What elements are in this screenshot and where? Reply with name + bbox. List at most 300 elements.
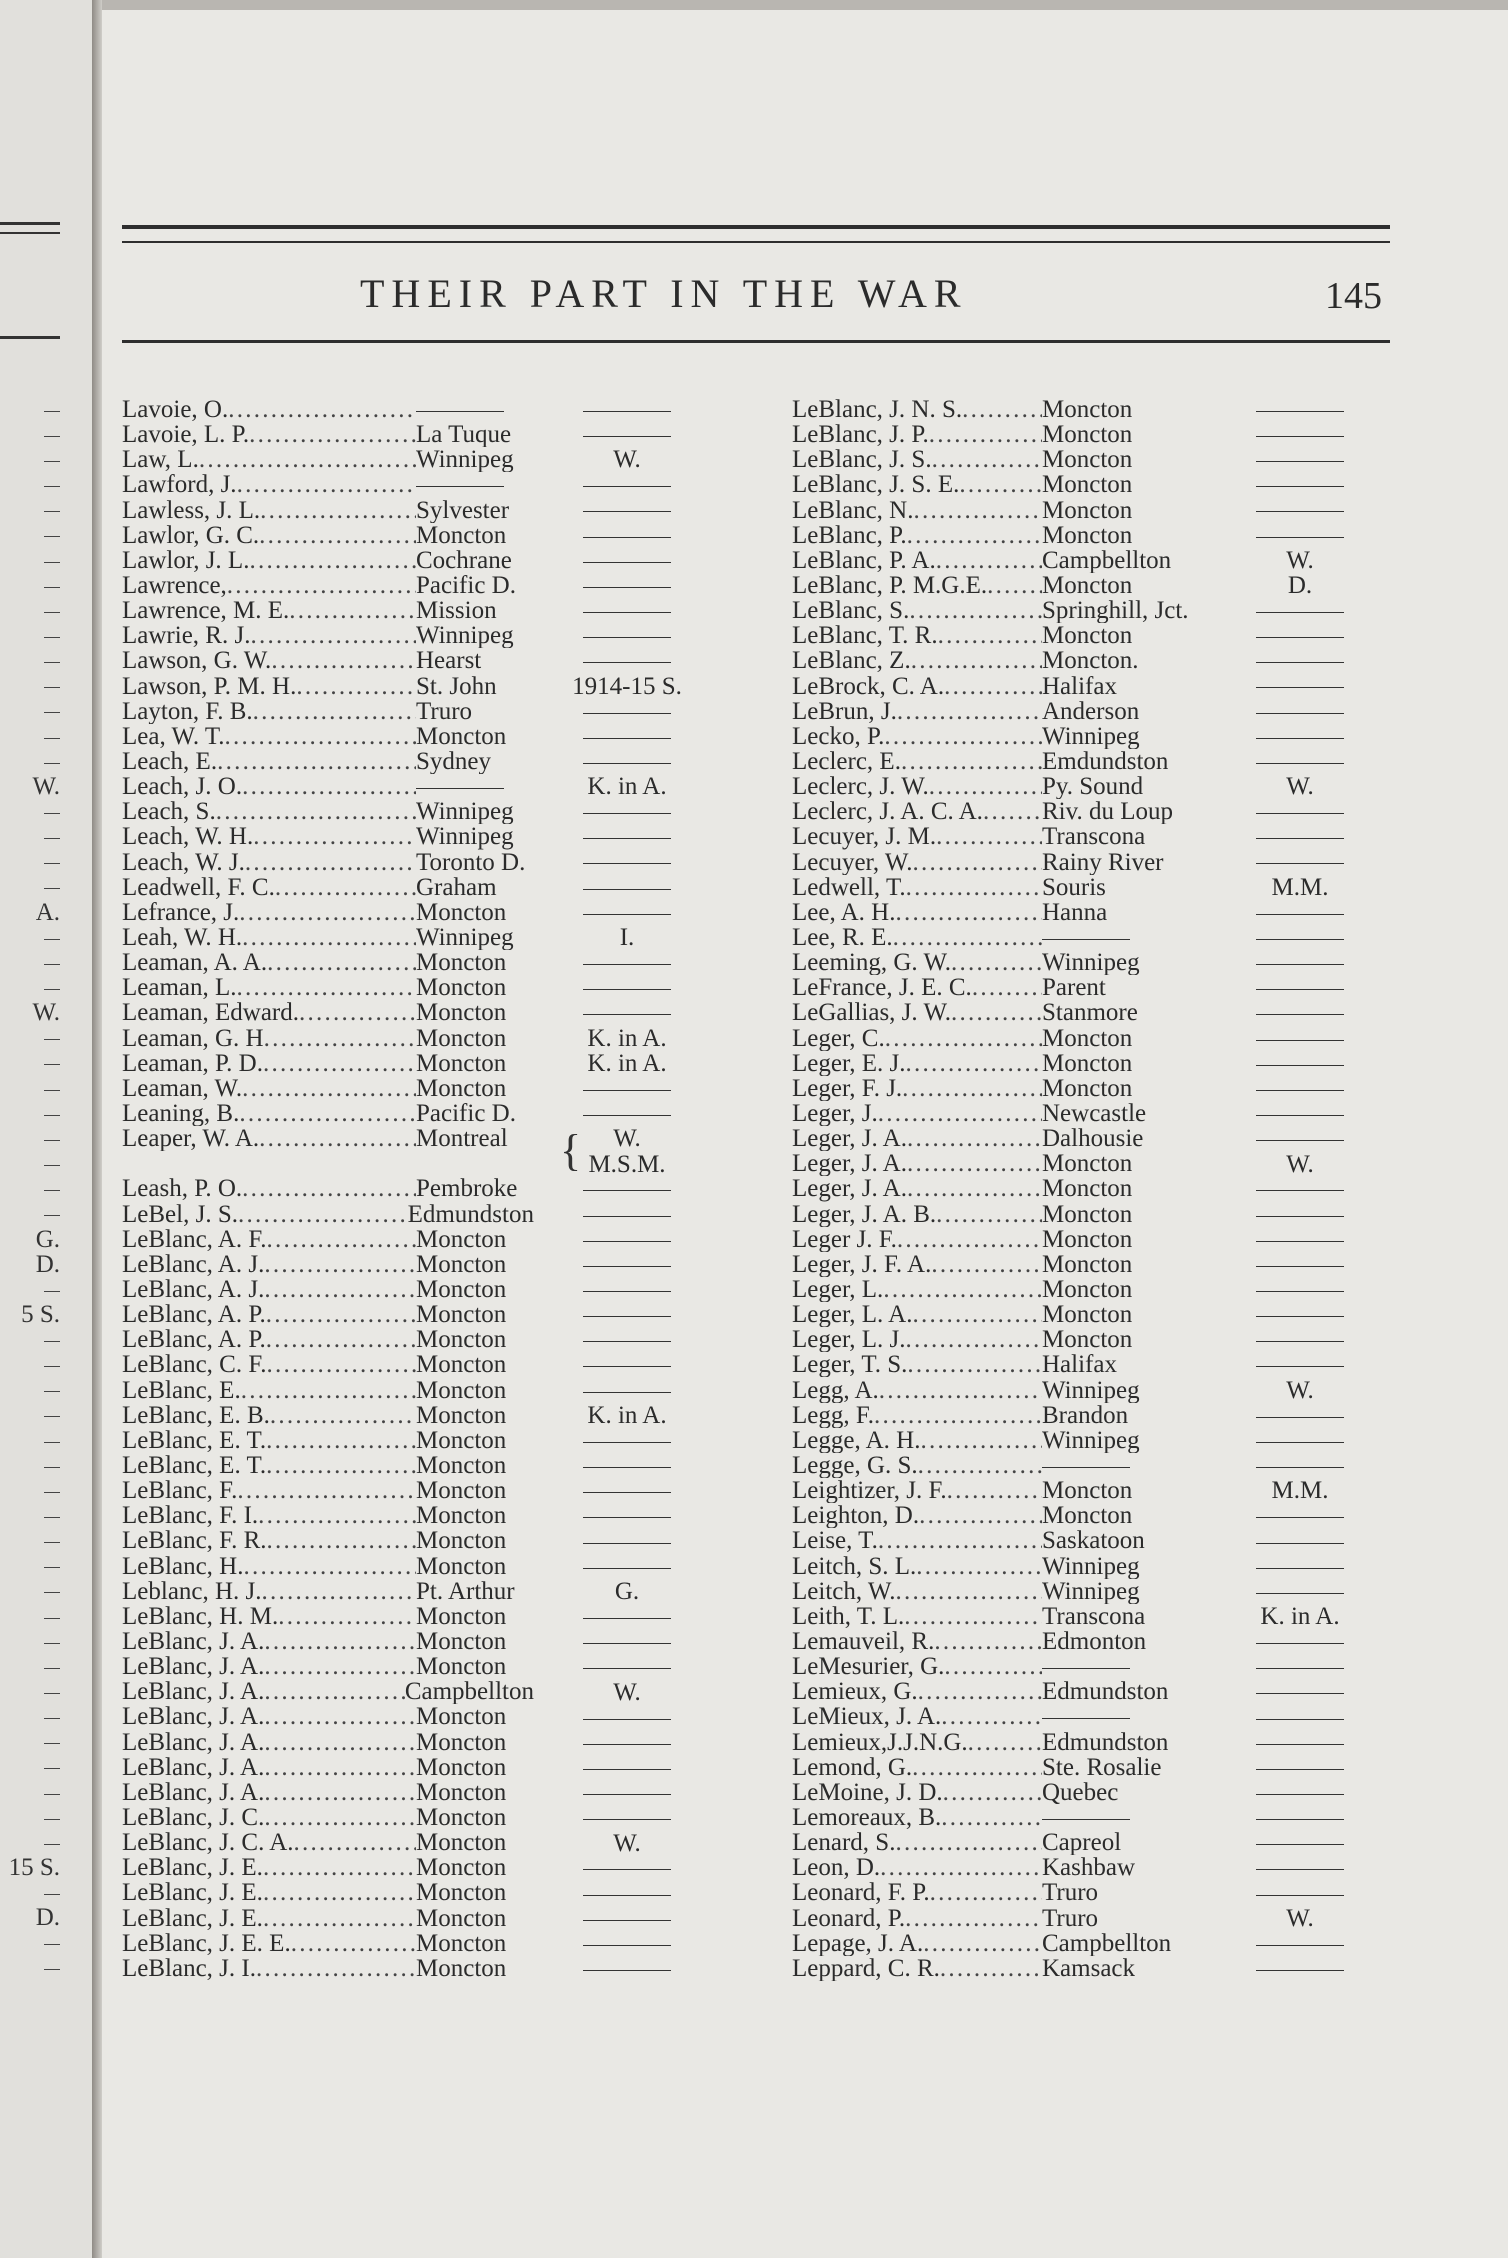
- entry-distinction: [1230, 522, 1370, 550]
- leader-dots: [296, 674, 416, 699]
- left-page-dash: [44, 863, 60, 864]
- entry-name: LeBlanc, F.: [122, 1478, 238, 1504]
- entry-distinction: [1230, 1176, 1370, 1204]
- distinction-blank-rule: [1256, 1040, 1344, 1041]
- roll-entry: [792, 950, 1212, 975]
- entry-name: Leach, S.: [122, 799, 216, 825]
- leader-dots: [267, 950, 416, 975]
- entry-name: LeBlanc, H. M.: [122, 1603, 279, 1629]
- distinction-blank-rule: [583, 1266, 671, 1267]
- entry-place: Campbellton: [1042, 547, 1172, 573]
- distinction-blank-rule: [1256, 537, 1344, 538]
- entry-name: Lee, A. H.: [792, 899, 896, 925]
- roll-entry: [122, 623, 534, 648]
- leader-dots: [936, 1202, 1042, 1227]
- roll-entry: [122, 422, 534, 447]
- roll-entry: [122, 1704, 534, 1729]
- leader-dots: [241, 1378, 416, 1403]
- entry-name: LeBlanc, J. A.: [122, 1729, 265, 1755]
- left-page-dash: [44, 1643, 60, 1644]
- distinction-blank-rule: [583, 1744, 671, 1745]
- entry-distinction: K. in A.: [587, 1049, 667, 1077]
- left-page-rule: [0, 336, 60, 339]
- roll-entry: [792, 799, 1212, 824]
- entry-name: Leah, W. H.: [122, 924, 243, 951]
- entry-place: Moncton: [1042, 1251, 1133, 1277]
- distinction-blank-rule: [583, 838, 671, 839]
- entry-name: LeBlanc, N.: [792, 497, 914, 523]
- leader-dots: [264, 1629, 416, 1654]
- left-page-fragment: [0, 498, 60, 523]
- entry-place: Sylvester: [416, 497, 510, 523]
- leader-dots: [225, 724, 416, 749]
- entry-place: Moncton: [416, 1704, 507, 1730]
- leader-dots: [897, 1227, 1042, 1252]
- entry-distinction: W.: [1286, 1905, 1314, 1932]
- left-page-fragment: [0, 925, 60, 950]
- entry-place: Moncton: [416, 1528, 507, 1554]
- entry-name: Leitch, S. L.: [792, 1553, 917, 1579]
- leader-dots: [884, 724, 1042, 749]
- entry-place: Moncton: [416, 1830, 507, 1856]
- entry-distinction: [1230, 949, 1370, 977]
- roll-entry: [792, 548, 1212, 573]
- entry-name: Lenard, S.: [792, 1830, 896, 1856]
- entry-distinction: K. in A.: [587, 773, 667, 801]
- roll-entry: [792, 824, 1212, 849]
- roll-entry: [122, 1051, 534, 1076]
- leader-dots: [931, 1252, 1042, 1277]
- left-page-fragment: [0, 1151, 60, 1176]
- entry-place: Truro: [1042, 1905, 1099, 1931]
- entry-name: LeBlanc, E. T.: [122, 1452, 267, 1479]
- entry-distinction: [1230, 648, 1370, 676]
- entry-name: Lefrance, J.: [122, 899, 240, 925]
- entry-place: Winnipeg: [416, 799, 514, 825]
- distinction-blank-rule: [583, 1467, 671, 1468]
- left-page-fragment: [0, 1654, 60, 1679]
- left-page-dash: [44, 587, 60, 588]
- roll-entry: [792, 1729, 1212, 1754]
- roll-entry: [122, 1755, 534, 1780]
- place-blank-rule: [416, 411, 504, 412]
- roll-entry: [792, 1277, 1212, 1302]
- entry-distinction: [557, 1427, 697, 1455]
- entry-name: LeBlanc, A. J.: [122, 1276, 265, 1303]
- leader-dots: [880, 1855, 1042, 1880]
- distinction-blank-rule: [1256, 461, 1344, 462]
- entry-name: LeBlanc, A. P.: [122, 1327, 266, 1353]
- distinction-blank-rule: [583, 637, 671, 638]
- distinction-blank-rule: [1256, 1115, 1344, 1116]
- left-page-fragment: [0, 1176, 60, 1201]
- entry-place: Moncton: [416, 899, 507, 925]
- leader-dots: [238, 1202, 408, 1227]
- entry-name: LeBlanc, J. A.: [122, 1779, 265, 1805]
- leader-dots: [264, 1730, 416, 1755]
- left-page-fragment: [0, 1880, 60, 1905]
- left-page-fragment: [0, 1629, 60, 1654]
- entry-place: Winnipeg: [1042, 1578, 1140, 1604]
- roll-entry: [792, 699, 1212, 724]
- entry-place: Moncton: [416, 1804, 507, 1831]
- entry-name: Layton, F. B.: [122, 698, 253, 724]
- entry-name: Lecko, P.: [792, 723, 885, 749]
- entry-distinction: [1230, 1075, 1370, 1103]
- left-page-fragment: [0, 1755, 60, 1780]
- distinction-blank-rule: [583, 989, 671, 990]
- leader-dots: [972, 975, 1042, 1000]
- left-page-dash: [44, 1592, 60, 1593]
- leader-dots: [245, 850, 416, 875]
- entry-distinction: [557, 1955, 697, 1983]
- leader-dots: [885, 1026, 1042, 1051]
- place-blank-rule: [1042, 1467, 1130, 1468]
- distinction-blank-rule: [583, 1970, 671, 1971]
- roll-entry: [122, 1428, 534, 1453]
- left-page-dash: [44, 511, 60, 512]
- entry-distinction: [1230, 1704, 1370, 1732]
- entry-name: LeBlanc, A. F.: [122, 1226, 267, 1252]
- entry-name: Leadwell, F. C.: [122, 874, 275, 900]
- leader-dots: [266, 1327, 416, 1352]
- entry-place: Hearst: [416, 648, 482, 674]
- entry-distinction: [557, 748, 697, 776]
- left-page-fragment: [0, 598, 60, 623]
- distinction-blank-rule: [583, 1719, 671, 1720]
- entry-distinction: [557, 471, 697, 499]
- leader-dots: [289, 598, 416, 623]
- roll-entry: [122, 1830, 534, 1855]
- roll-entry: [792, 1478, 1212, 1503]
- left-page-fragment: [0, 1553, 60, 1578]
- leader-dots: [264, 1755, 416, 1780]
- left-page-fragment: [0, 623, 60, 648]
- left-page-dash: [44, 1140, 60, 1141]
- entry-distinction: [557, 1301, 697, 1329]
- leader-dots: [938, 623, 1042, 648]
- entry-name: Lemieux,J.J.N.G.: [792, 1729, 968, 1755]
- leader-dots: [940, 1956, 1042, 1981]
- leader-dots: [271, 648, 416, 673]
- entry-distinction: [557, 723, 697, 751]
- left-page-fragment: [0, 699, 60, 724]
- entry-place: Moncton: [416, 1352, 507, 1378]
- left-page-dash: [44, 1618, 60, 1619]
- entry-distinction: [557, 1000, 697, 1028]
- entry-name: LeBlanc, J. P.: [792, 422, 929, 448]
- entry-distinction: [557, 949, 697, 977]
- entry-name: LeBlanc, F. I.: [122, 1503, 259, 1529]
- roll-entry: [792, 1428, 1212, 1453]
- entry-place: Edmonton: [1042, 1628, 1147, 1655]
- entry-place: Anderson: [1042, 698, 1140, 724]
- left-page-dash: [44, 1215, 60, 1216]
- roll-entry: [122, 1076, 534, 1101]
- distinction-blank-rule: [583, 537, 671, 538]
- leader-dots: [259, 523, 416, 548]
- entry-place: Moncton: [416, 1075, 507, 1101]
- page-title: THEIR PART IN THE WAR: [360, 271, 968, 316]
- left-page-dash: [44, 1492, 60, 1493]
- entry-distinction: [557, 974, 697, 1002]
- entry-name: LeBrun, J.: [792, 698, 897, 724]
- roll-entry: [792, 1931, 1212, 1956]
- entry-place: Moncton: [1042, 1276, 1133, 1303]
- roll-entry: [792, 573, 1212, 598]
- entry-distinction: [1230, 1327, 1370, 1355]
- distinction-blank-rule: [1256, 1316, 1344, 1317]
- leader-dots: [895, 900, 1042, 925]
- entry-name: LeBlanc, F. R.: [122, 1528, 267, 1554]
- leader-dots: [883, 1277, 1042, 1302]
- roll-entry: [792, 875, 1212, 900]
- entry-distinction: [1230, 698, 1370, 726]
- leader-dots: [263, 1855, 416, 1880]
- distinction-blank-rule: [1256, 486, 1344, 487]
- leader-dots: [944, 1654, 1042, 1679]
- entry-name: LeBlanc, P.: [792, 522, 907, 548]
- distinction-blank-rule: [583, 813, 671, 814]
- left-page-dash: [44, 1768, 60, 1769]
- roll-entry: [792, 1956, 1212, 1981]
- roll-entry: [792, 1604, 1212, 1629]
- leader-dots: [911, 648, 1042, 673]
- distinction-blank-rule: [583, 1517, 671, 1518]
- distinction-blank-rule: [583, 1568, 671, 1569]
- left-page-dash: [44, 838, 60, 839]
- entry-place: Moncton: [1042, 522, 1133, 548]
- roll-entry: [792, 1126, 1212, 1151]
- roll-entry: [122, 1453, 534, 1478]
- left-page-dash: [44, 1567, 60, 1568]
- distinction-blank-rule: [583, 1543, 671, 1544]
- left-page-dash: [44, 1668, 60, 1669]
- leader-dots: [907, 1151, 1042, 1176]
- entry-distinction: [557, 899, 697, 927]
- entry-name: Leblanc, H. J.: [122, 1578, 262, 1604]
- entry-name: Lawlor, J. L.: [122, 547, 250, 573]
- distinction-blank-rule: [583, 889, 671, 890]
- distinction-blank-rule: [583, 486, 671, 487]
- entry-name: LeBlanc, J. E.: [122, 1880, 263, 1906]
- left-page-dash: [44, 1844, 60, 1845]
- entry-name: LeBlanc, J. A.: [122, 1679, 265, 1705]
- roll-entry: [122, 1905, 534, 1930]
- distinction-blank-rule: [1256, 1819, 1344, 1820]
- entry-distinction: K. in A.: [587, 1402, 667, 1429]
- left-page-dash: [44, 1693, 60, 1694]
- entry-name: Leger, T. S.: [792, 1352, 908, 1378]
- entry-place: Moncton: [416, 1327, 507, 1353]
- entry-place: Winnipeg: [416, 824, 514, 850]
- distinction-blank-rule: [583, 1090, 671, 1091]
- roll-entry: [122, 1478, 534, 1503]
- entry-distinction: K. in A.: [587, 1024, 667, 1052]
- distinction-blank-rule: [583, 964, 671, 965]
- left-page-rule: [0, 222, 60, 225]
- entry-name: Leger, J. F. A.: [792, 1251, 932, 1277]
- roll-entry: [122, 774, 534, 799]
- left-page-fragment: [0, 1478, 60, 1503]
- left-page-dash: [44, 1416, 60, 1417]
- distinction-blank-rule: [583, 1869, 671, 1870]
- distinction-blank-rule: [1256, 1291, 1344, 1292]
- entry-distinction: [557, 396, 697, 424]
- entry-distinction: [1230, 673, 1370, 701]
- roll-entry: [792, 674, 1212, 699]
- distinction-blank-rule: [1256, 411, 1344, 412]
- entry-place: Moncton: [416, 1553, 507, 1579]
- entry-place: Moncton: [416, 1000, 507, 1026]
- entry-distinction: [1230, 924, 1370, 952]
- roll-entry: [122, 1126, 534, 1151]
- roll-entry: [122, 1176, 534, 1201]
- entry-place: Stanmore: [1042, 1000, 1138, 1026]
- leader-dots: [291, 1931, 416, 1956]
- entry-name: LeBlanc, P. M.G.E.: [792, 572, 988, 599]
- entry-name: LeBlanc, J. A.: [122, 1628, 265, 1655]
- left-page-fragment: [0, 1805, 60, 1830]
- left-page-fragment: [0, 1051, 60, 1076]
- entry-distinction: [557, 1201, 697, 1229]
- entry-place: Sydney: [416, 748, 491, 775]
- entry-distinction: W.: [613, 1678, 641, 1706]
- leader-dots: [253, 824, 416, 849]
- left-page-dash: [44, 989, 60, 990]
- leader-dots: [266, 1428, 416, 1453]
- entry-name: Leaman, L.: [122, 975, 237, 1001]
- roll-entry: [792, 1805, 1212, 1830]
- leader-dots: [901, 749, 1042, 774]
- roll-entry: [122, 1956, 534, 1981]
- roll-entry: [792, 1000, 1212, 1025]
- entry-name: Legge, A. H.: [792, 1427, 921, 1453]
- entry-distinction: G.: [614, 1578, 640, 1606]
- distinction-blank-rule: [1256, 1668, 1344, 1669]
- entry-distinction: [1230, 622, 1370, 650]
- entry-place: Moncton: [416, 1880, 507, 1906]
- left-page-dash: [44, 1291, 60, 1292]
- entry-distinction: [1230, 1578, 1370, 1606]
- leader-dots: [249, 548, 416, 573]
- leader-dots: [266, 1302, 416, 1327]
- left-page-dash: [44, 939, 60, 940]
- entry-place: Moncton: [416, 1402, 507, 1428]
- distinction-blank-rule: [583, 612, 671, 613]
- entry-name: Leclerc, E.: [792, 748, 901, 775]
- entry-distinction: [557, 497, 697, 525]
- distinction-blank-rule: [583, 411, 671, 412]
- leader-dots: [913, 498, 1042, 523]
- entry-place: Moncton: [416, 1427, 507, 1453]
- entry-name: Leger, J. A.: [792, 1176, 907, 1202]
- roll-entry: [122, 950, 534, 975]
- entry-name: Ledwell, T.: [792, 874, 906, 900]
- entry-name: LeBlanc, J. E.: [122, 1855, 263, 1881]
- leader-dots: [266, 1453, 416, 1478]
- leader-dots: [936, 824, 1042, 849]
- roll-entry: [122, 875, 534, 900]
- roll-entry: [792, 1051, 1212, 1076]
- entry-distinction: M.S.M.: [588, 1150, 666, 1178]
- entry-name: Legg, A.: [792, 1377, 879, 1403]
- distinction-blank-rule: [1256, 1693, 1344, 1694]
- entry-distinction: W.: [613, 1125, 641, 1153]
- entry-distinction: [557, 1704, 697, 1732]
- entry-place: [416, 397, 534, 422]
- left-page-fragment: [0, 1503, 60, 1528]
- distinction-blank-rule: [583, 1341, 671, 1342]
- entry-distinction: D.: [1287, 572, 1313, 600]
- left-page-dash: [44, 461, 60, 462]
- entry-distinction: [557, 1327, 697, 1355]
- entry-distinction: [1230, 1955, 1370, 1983]
- entry-distinction: [1230, 497, 1370, 525]
- entry-place: Campbellton: [404, 1679, 534, 1705]
- left-page-dash: [44, 1542, 60, 1543]
- entry-distinction: [557, 1100, 697, 1128]
- entry-place: Springhill, Jct.: [1042, 598, 1189, 624]
- entry-place: Moncton: [416, 1478, 507, 1504]
- entry-place: Pacific D.: [416, 572, 516, 599]
- entry-distinction: [1230, 1754, 1370, 1782]
- leader-dots: [267, 1528, 416, 1553]
- entry-distinction: [1230, 421, 1370, 449]
- entry-distinction: W.: [1286, 1376, 1314, 1404]
- distinction-blank-rule: [583, 562, 671, 563]
- distinction-blank-rule: [583, 1895, 671, 1896]
- leader-dots: [879, 1378, 1042, 1403]
- entry-place: Winnipeg: [1042, 1377, 1140, 1403]
- entry-name: LeBlanc, J. I.: [122, 1955, 256, 1981]
- entry-name: Leon, D.: [792, 1855, 881, 1881]
- entry-name: Lawrence, M. E.: [122, 598, 290, 624]
- distinction-blank-rule: [1256, 1090, 1344, 1091]
- entry-distinction: [1230, 1930, 1370, 1958]
- left-page-fragment: [0, 1780, 60, 1805]
- leader-dots: [264, 1780, 416, 1805]
- entry-place: Graham: [416, 874, 497, 900]
- left-page-dash: [44, 1819, 60, 1820]
- entry-name: Lecuyer, W.: [792, 849, 913, 875]
- roll-entry: [122, 1026, 534, 1051]
- leader-dots: [878, 1101, 1042, 1126]
- distinction-blank-rule: [1256, 1014, 1344, 1015]
- roll-entry: [122, 900, 534, 925]
- roll-entry: [792, 1704, 1212, 1729]
- roll-entry: [122, 975, 534, 1000]
- leader-dots: [878, 1528, 1042, 1553]
- entry-distinction: [1230, 1125, 1370, 1153]
- distinction-blank-rule: [583, 1014, 671, 1015]
- page-gutter: [92, 0, 102, 2258]
- leader-dots: [264, 1654, 416, 1679]
- leader-dots: [929, 422, 1042, 447]
- entry-name: LeBlanc, C. F.: [122, 1352, 267, 1378]
- entry-place: Moncton: [416, 1905, 507, 1931]
- entry-place: Moncton: [1042, 1151, 1133, 1177]
- leader-dots: [941, 1805, 1042, 1830]
- entry-name: Leach, J. O.: [122, 774, 243, 800]
- entry-distinction: M.M.: [1271, 873, 1329, 901]
- left-page-fragment: [0, 799, 60, 824]
- entry-name: LeBlanc, A. P.: [122, 1302, 266, 1328]
- roll-entry: [792, 1629, 1212, 1654]
- left-page-fragment: [0, 1579, 60, 1604]
- roll-entry: [792, 523, 1212, 548]
- entry-place: Moncton: [1042, 1302, 1133, 1328]
